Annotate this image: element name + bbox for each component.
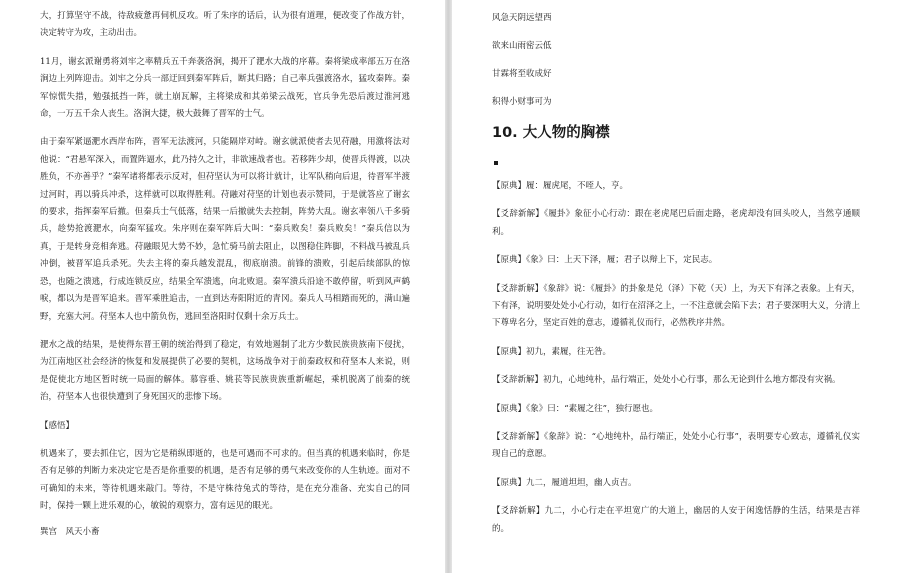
paragraph-feishui-battle: 由于秦军紧逼淝水西岸布阵，晋军无法渡河，只能隔岸对峙。谢玄就派使者去见苻融，用激将法对他说：“君悬军深入，而置阵逼水，此乃持久之计，非欲速战者也。若移阵少却，使晋兵得渡，以决胜负，不亦善乎？”秦军诸将都表示反对，但苻坚认为可以将计就计，让军队稍向后退，待晋军半渡过河时，再以骑兵冲杀，这样就可以取得胜利。苻融对苻坚的计划也表示赞同，于是就答应了谢玄的要求，指挥秦军后撤。但秦兵士气低落，结果一后撤就失去控制，阵势大乱。谢玄率领八千多骑兵，趁势抢渡淝水，向秦军猛攻。朱序则在秦军阵后大叫：“秦兵败矣！秦兵败矣！”秦兵信以为真，于是转身竞相奔逃。苻融眼见大势不妙，急忙骑马前去阻止，以图稳住阵脚，不料战马被乱兵冲倒，被晋军追兵杀死。失去主将的秦兵越发混乱，彻底崩溃。前锋的溃败，引起后续部队的惊恐，也随之溃逃，行成连锁反应，结果全军溃逃，向北败退。秦军溃兵沿途不敢停留，听到风声鹤唳，都以为是晋军追来。晋军乘胜追击，一直到达寿阳附近的青冈。秦兵人马相踏而死的，满山遍野，充塞大河。苻坚本人也中箭负伤，逃回至洛阳时仅剩十余万兵士。: [40, 137, 410, 322]
poem: [492, 4, 860, 116]
entry-original-1: 【原典】履：履虎尾，不咥人，亨。: [492, 181, 629, 191]
section-heading: 10. 大人物的胸襟: [492, 125, 610, 141]
paragraph-strategy: 大，打算坚守不战，待敌疲惫再伺机反攻。听了朱序的话后，认为很有道理，便改变了作战方针，决定转守为攻，主动出击。: [40, 11, 410, 39]
paragraph-luojian-battle: 11月，谢玄派谢勇将刘牢之率精兵五千奔袭洛涧，揭开了淝水大战的序幕。秦将梁成率部五万在洛涧边上列阵迎击。刘牢之分兵一部迂回到秦军阵后，断其归路；自己率兵强渡洛水，猛攻秦阵。秦军惊慌失措，勉强抵挡一阵，就土崩瓦解，主将梁成和其弟梁云战死，官兵争先恐后渡过淮河逃命，一万五千余人丧生。洛涧大捷，极大鼓舞了晋军的士气。: [40, 56, 410, 120]
entry-original-2: 【原典】《象》曰：上天下泽，履；君子以辩上下，定民志。: [492, 255, 718, 266]
paragraph-battle-outcome: 淝水之战的结果，是使得东晋王朝的统治得到了稳定，有效地遏制了北方少数民族贵族南下侵扰，为江南地区社会经济的恢复和发展提供了必要的契机，这场战争对于前秦政权和苻坚本人来说，则是促使北方地区暂时统一局面的解体。慕容垂、姚苌等民族贵族重新崛起，乘机脱离了前秦的统治，苻坚本人也很快遭到了身死国灭的悲惨下场。: [40, 339, 410, 403]
entry-original-5: 【原典】九二，履道坦坦，幽人贞吉。: [492, 477, 637, 488]
poem-line: 积得小财事可为: [492, 97, 552, 107]
entry-original-3: 【原典】初九，素履，往无咎。: [492, 346, 612, 357]
paragraph-reflection: 机遇来了，要去抓住它，因为它是稍纵即逝的，也是可遇而不可求的。但当真的机遇来临时，你是否有足够的判断力来决定它是否是你重要的机遇，是否有足够的勇气来改变你的人生轨迹。面对不可确知的未来，等待机遇来敲门。等待，不是守株待兔式的等待，是在充分准备、充实自己的同时，保持一颗上进乐观的心，敏锐的观察力，富有远见的眼光。: [40, 448, 410, 512]
square-bullet-icon: [494, 161, 498, 165]
left-text-column: [40, 0, 410, 541]
entry-interpretation-1: 【爻辞新解】《履卦》象征小心行动：跟在老虎尾巴后面走路，老虎却没有回头咬人，当然亨通顺利。: [492, 209, 860, 237]
left-page: [0, 0, 445, 573]
reflection-label: 【感悟】: [40, 420, 75, 431]
poem-line: 甘霖将至收成好: [492, 69, 552, 79]
right-page: [452, 0, 899, 573]
entry-interpretation-5: 【爻辞新解】九二，小心行走在平坦宽广的大道上，幽居的人安于闲逸恬静的生活，结果是吉祥的。: [492, 506, 860, 534]
poem-line: 欲来山雨密云低: [492, 41, 552, 51]
entry-interpretation-4: 【爻辞新解】《象辞》说：“心地纯朴，品行端正，处处小心行事”，表明要专心致志，遵循礼仪实现自己的意愿。: [492, 432, 860, 460]
page-divider: [445, 0, 452, 573]
entry-interpretation-2: 【爻辞新解】《象辞》说：《履卦》的卦象是兑（泽）下乾（天）上，为天下有泽之表象。上有天，下有泽，说明要处处小心行动，如行在沼泽之上，一不注意就会陷下去；君子要深明大义，分清上下尊卑名分，坚定百姓的意志，遵循礼仪而行，必然秩序井然。: [492, 283, 860, 329]
poem-line: 风急天阴远望西: [492, 13, 552, 23]
entry-interpretation-3: 【爻辞新解】初九，心地纯朴，品行端正，处处小心行事，那么无论到什么地方都没有灾祸。: [492, 375, 841, 386]
entry-original-4: 【原典】《象》曰：“素履之往”，独行愿也。: [492, 403, 658, 414]
right-text-column: [492, 0, 860, 538]
hexagram-footer: 巽宫 风天小畜: [40, 526, 100, 537]
